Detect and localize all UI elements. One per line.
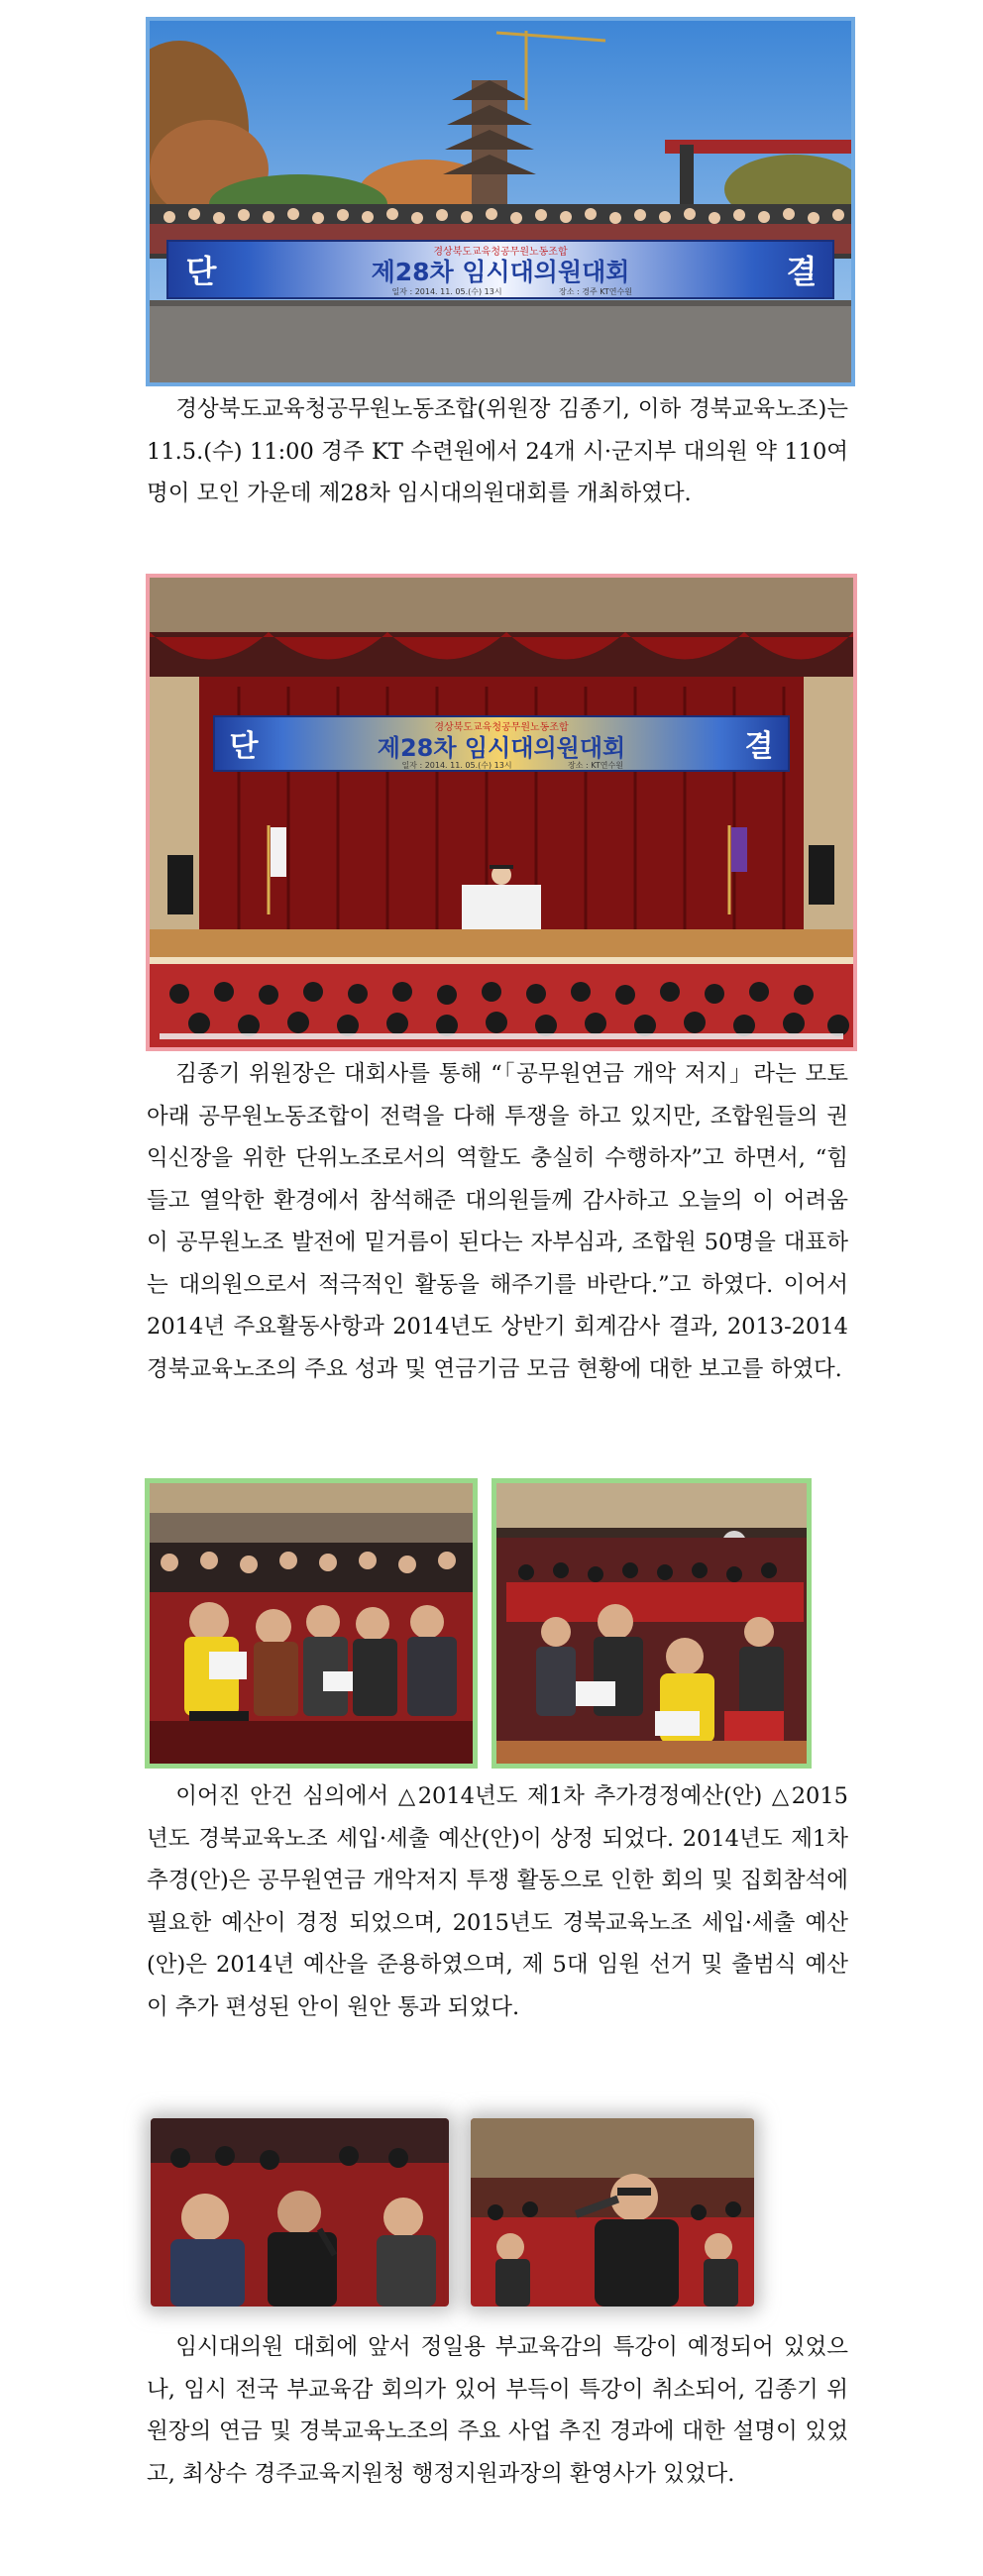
- stage-banner-org: 경상북도교육청공무원노동조합: [434, 722, 569, 733]
- paragraph-intro: 경상북도교육청공무원노동조합(위원장 김종기, 이하 경북교육노조)는 11.5.(수) 11:00 경주 KT 수련원에서 24개 시·군지부 대의원 약 110여명이 모인 가운데 제28차 임시대의원대회를 개최하였다.: [147, 396, 848, 506]
- stage-banner-left-char: 단: [229, 729, 259, 764]
- banner-left-char: 단: [185, 253, 217, 290]
- banner-title: 제28차 임시대의원대회: [371, 258, 630, 286]
- paragraph-chair-speech: 김종기 위원장은 대회사를 통해 “「공무원연금 개악 저지」라는 모토 아래 공무원노동조합이 전력을 다해 투쟁을 하고 있지만, 조합원들의 권익신장을 위한 단위노조로서의 역할도 충실히 수행하자”고 하면서, “힘들고 열악한 환경에서 참석해준 대의원들께 감사하고 오늘의 이 어려움이 공무원노조 발전에 밑거름이 된다는 자부심과, 조합원 50명을 대표하는 대의원으로서 적극적인 활동을 해주기를 바란다.”고 하였다. 이어서 2014년 주요활동사항과 2014년도 상반기 회계감사 결과, 2013-2014 경북교육노조의 주요 성과 및 연금기금 모금 현황에 대한 보고를 하였다.: [147, 1061, 848, 1382]
- auditorium-stage-photo: [146, 574, 857, 1051]
- banner-place: 장소 : 경주 KT연수원: [559, 287, 632, 296]
- banner-date: 일자 : 2014. 11. 05.(수) 13시: [391, 287, 502, 296]
- stage-banner-date: 일자 : 2014. 11. 05.(수) 13시: [401, 761, 512, 770]
- audience-photo-left: [145, 1478, 478, 1769]
- banner-right-char: 결: [786, 253, 818, 290]
- stage-banner-title: 제28차 임시대의원대회: [377, 734, 626, 762]
- banner-org: 경상북도교육청공무원노동조합: [433, 247, 568, 258]
- paragraph-lecture: 임시대의원 대회에 앞서 정일용 부교육감의 특강이 예정되어 있었으나, 임시 전국 부교육감 회의가 있어 부득이 특강이 취소되어, 김종기 위원장의 연금 및 경북교육노조의 주요 사업 추진 경과에 대한 설명이 있었고, 최상수 경주교육지원청 행정지원과장의 환영사가 있었다.: [147, 2334, 848, 2487]
- stage-banner-place: 장소 : KT연수원: [568, 761, 623, 770]
- stage-banner-right-char: 결: [744, 729, 774, 764]
- delegate-speaking-photo-right: [471, 2118, 754, 2307]
- delegate-speaking-photo-left: [151, 2118, 449, 2307]
- paragraph-agenda: 이어진 안건 심의에서 △2014년도 제1차 추가경정예산(안) △2015년도 경북교육노조 세입·세출 예산(안)이 상정 되었다. 2014년도 제1차 추경(안)은 공무원연금 개악저지 투쟁 활동으로 인한 회의 및 집회참석에 필요한 예산이 경정 되었으며, 2015년도 경북교육노조 세입·세출 예산(안)은 2014년 예산을 준용하였으며, 제 5대 임원 선거 및 출범식 예산이 추가 편성된 안이 원안 통과 되었다.: [147, 1783, 848, 2020]
- audience-photo-right: [492, 1478, 812, 1769]
- group-photo-outdoor: [146, 17, 855, 386]
